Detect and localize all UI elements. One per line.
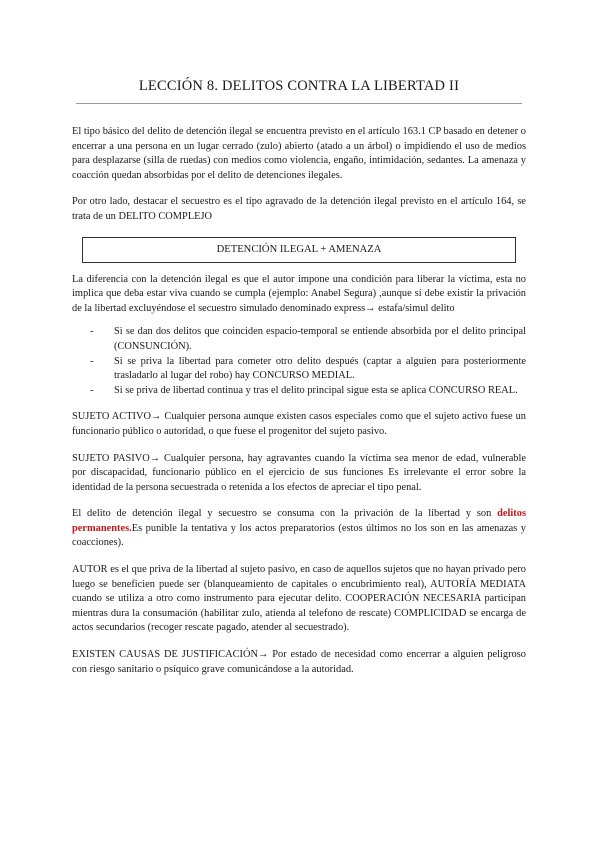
- list-item: - Si se dan dos delitos que coinciden espacio-temporal se entiende absorbida por el delito principal (CONSUNCIÓN).: [114, 325, 526, 354]
- title-divider: [76, 103, 522, 104]
- paragraph-autoria: AUTOR es el que priva de la libertad al sujeto pasivo, en caso de aquellos sujetos que no hayan privado pero luego se beneficien puede ser (blanqueamiento de capitales o encubrimiento real), AUTORÍA MEDIATA cuando se utiliza a otro como instrumento para ejecutar delito. COOPERACIÓN NECESARIA participan mientras dura la consumación (habilitar zulo, atienda al telefono de rescate) COMPLICIDAD se encarga de actos secundarios (recoger rescate pagado, atender al secuestrado).: [72, 564, 526, 634]
- list-item: - Si se priva la libertad para cometer otro delito después (captar a alguien para posteriormente trasladarlo al lugar del robo) hay CONCURSO MEDIAL.: [114, 355, 526, 384]
- page-title: LECCIÓN 8. DELITOS CONTRA LA LIBERTAD II: [138, 78, 460, 94]
- paragraph-sujeto-pasivo: SUJETO PASIVO→ Cualquier persona, hay agravantes cuando la víctima sea menor de edad, vulnerable por discapacidad, funcionario público en el ejercicio de sus funciones Es irrelevante el error sobre la identidad de la persona secuestrada o retenida a los efectos de apreciar el tipo penal.: [72, 452, 526, 493]
- paragraph-justificacion: EXISTEN CAUSAS DE JUSTIFICACIÓN→ Por estado de necesidad como encerrar a alguien peligroso con riesgo sanitario o psíquico grave comunicándose a la autoridad.: [72, 649, 526, 675]
- paragraph-detencion-basica: El tipo básico del delito de detención ilegal se encuentra previsto en el artículo 163.1 CP basado en detener o encerrar a una persona en un lugar cerrado (zulo) abierto (atado a un árbol) o impidiendo el uso de medios para desplazarse (silla de ruedas) con medios como violencia, engaño, intimidación, sedantes. La amenaza y coacción quedan absorbidas por el delito de detenciones ilegales.: [72, 126, 526, 181]
- consumacion-text-before: El delito de detención ilegal y secuestro se consuma con la privación de la libertad y son: [72, 508, 498, 520]
- paragraph-secuestro: Por otro lado, destacar el secuestro es el tipo agravado de la detención ilegal previsto en el artículo 164, se trata de un DELITO COMPLEJO: [72, 196, 526, 222]
- paragraph-diferencia: La diferencia con la detención ilegal es que el autor impone una condición para liberar la víctima, esta no implica que deba estar viva cuando se cumpla (ejemplo: Anabel Segura) ,aunque sí debe existir la privación de la libertad excluyéndose el secuestro simulado denominado express→ estafa/simul delito: [72, 273, 526, 314]
- paragraph-consumacion: [72, 507, 526, 551]
- delitos-permanentes-highlight: delitos permanentes.: [72, 508, 526, 534]
- formula-box: DETENCIÓN ILEGAL + AMENAZA: [82, 237, 516, 263]
- concurso-list: [72, 325, 526, 398]
- list-item: - Si se priva de libertad continua y tras el delito principal sigue esta se aplica CONCURSO REAL.: [114, 384, 526, 399]
- consumacion-text-after: Es punible la tentativa y los actos preparatorios (estos últimos no los son en las amenazas y coacciones).: [72, 522, 526, 549]
- paragraph-sujeto-activo: SUJETO ACTIVO→ Cualquier persona aunque existen casos especiales como que el sujeto activo fuese un funcionario público o autoridad, o que fuese el progenitor del sujeto pasivo.: [72, 411, 526, 437]
